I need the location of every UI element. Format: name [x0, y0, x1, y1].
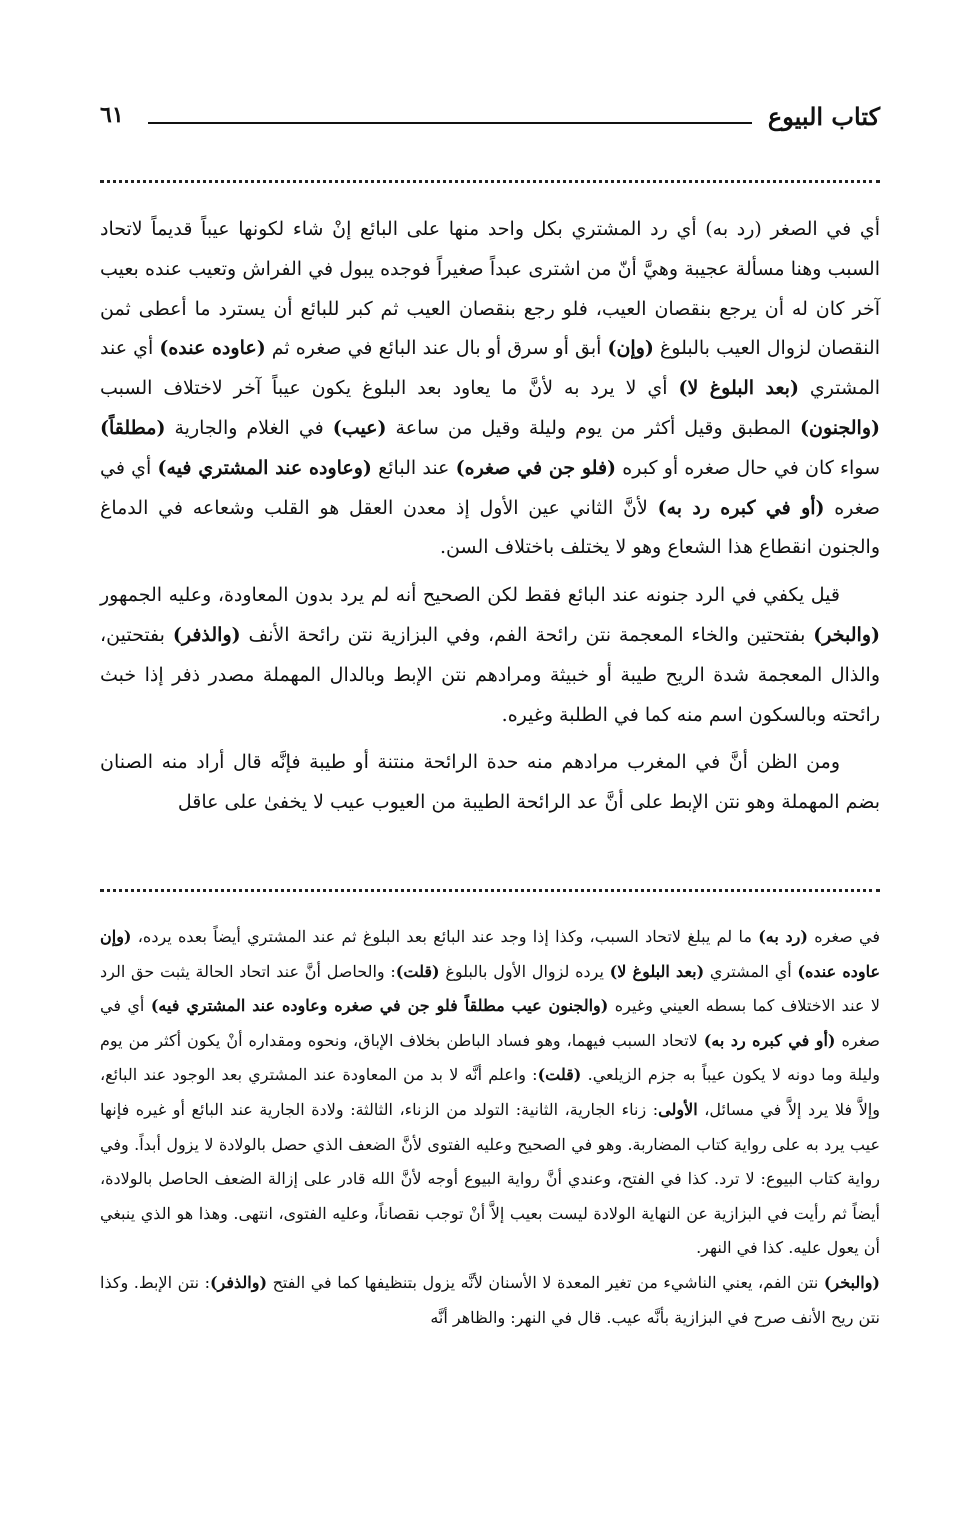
footnote-paragraph-2 — [100, 1266, 880, 1335]
page-number: ٦١ — [100, 102, 124, 128]
text-run: ومن الظن أنَّ في المغرب مرادهم منه حدة الرائحة منتنة أو طيبة فإنَّه قال أراد منه الصنان بضم المهملة وهو نتن الإبط على أنَّ عد الرائحة الطيبة من العيوب عيب لا يخفىٰ على عاقل — [100, 751, 880, 814]
bold-term: (مطلقاً) — [100, 416, 166, 439]
text-run: لاتحاد السبب فيهما، وهو فساد الباطن بخلاف الإباق، ونحوه ومقداره أنْ يكون أكثر من يوم وليلة وما دونه لا يكون عيباً به جزم الزيلعي. — [100, 1030, 880, 1085]
text-run: أي في الصغر (رد به) أي رد المشتري بكل واحد منها على البائع إنْ شاء لكونها عيباً قديماً لاتحاد السبب وهنا مسألة عجيبة وهيَّ أنّ من اشترى عبداً صغيراً فوجده يبول في الفراش وتعيب عنده بعيب آخر كان له أن يرجع بنقصان العيب، فلو رجع بنقصان العيب ثم كبر للبائع أن يسترد ما أعطى ثمن النقصان لزوال العيب بالبلوغ — [100, 218, 880, 360]
bold-term: الأولى — [658, 1099, 698, 1119]
bold-term: (عاوده عنده) — [159, 337, 266, 360]
text-run: : والحاصل أنَّ عند اتحاد الحالة يثبت حق الرد لا عند الاختلاف كما بسطه العيني وغيره — [100, 961, 881, 1016]
text-run: نتن الفم، يعني الناشيء من تغير المعدة لا الأسنان لأنَّه يزول بتنظيفها كما في الفتح — [267, 1272, 824, 1292]
bold-term: (قلت) — [395, 961, 440, 981]
text-run: أي عند المشتري — [100, 337, 880, 400]
bold-term: (بعد البلوغ لا) — [678, 377, 799, 400]
main-paragraph-2 — [100, 576, 880, 735]
bold-term: (أو في كبره رد به) — [703, 1030, 836, 1050]
bold-term: (وإن) — [607, 337, 654, 360]
text-run: بفتحتين والخاء المعجمة نتن رائحة الفم، وفي البزازية نتن رائحة الأنف — [240, 623, 814, 646]
text-run: عند البائع — [371, 456, 456, 479]
text-run: أبق أو سرق أو بال عند البائع في صغره ثم — [265, 337, 608, 360]
text-run: في الغلام والجارية — [165, 416, 333, 439]
bold-term: (والبخر) — [823, 1272, 880, 1292]
bold-term: (وعاوده عند المشتري فيه) — [157, 456, 372, 479]
text-run: المطبق وقيل أكثر من يوم وليلة وقيل من ساعة — [386, 416, 800, 439]
bold-term: (والذفر) — [172, 623, 241, 646]
footnote-paragraph-1 — [100, 920, 880, 1266]
text-run: أي في صغره — [100, 996, 881, 1050]
header-rule — [148, 122, 752, 124]
main-paragraph-1 — [100, 210, 880, 568]
text-run: في صغره — [807, 927, 881, 946]
text-run: : زناء الجارية، الثانية: التولد من الزناء، الثالثة: ولادة الجارية عند البائع أو غيره فإنها عيب يرد به على رواية كتاب المضاربة. وهو في الصحيح وعليه الفتوى لأنَّ الضعف الذي حصل بالولادة لا يزول أبداً. وفي رواية كتاب البيوع: لا ترد. كذا في الفتح، وعندي أنَّ رواية البيوع أوجه لأنَّ الله قادر على إزالة الضعف الحاصل بالولادة، أيضاً ثم رأيت في البزازية عن النهاية الولادة ليست بعيب إلاَّ أنْ توجب نقصاناً، وعليه الفتوى، انتهى. وهذا هو الذي ينبغي أن يعول عليه. كذا في النهر. — [100, 1099, 881, 1258]
text-run: يرده لزوال الأول بالبلوغ — [439, 961, 610, 981]
dotted-separator-top — [100, 180, 880, 195]
main-paragraph-3 — [100, 743, 880, 823]
text-run: : نتن الإبط. وكذا نتن ريح الأنف صرح في البزازية بأنَّه عيب. قال في النهر: والظاهر أنَّه — [100, 1272, 880, 1327]
text-run: بفتحتين، والذال المعجمة شدة الريح طيبة أو خبيثة ومرادهم نتن الإبط وبالدال المهملة مصدر ذفر إذا خبث رائحته وبالسكون اسم منه كما في الطلبة وغيره. — [100, 623, 880, 726]
footnotes — [100, 920, 880, 1335]
text-run: : واعلم أنَّه لا بد من المعاودة عند المشتري بعد الوجود عند البائع، وإلاَّ فلا يرد إلاَّ في مسائل، — [100, 1065, 881, 1119]
text-run: أي لا يرد به لأنَّ ما يعاود بعد البلوغ يكون عيباً آخر لاختلاف السبب — [100, 377, 679, 400]
chapter-title: كتاب البيوع — [767, 102, 880, 131]
bold-term: (قلت) — [537, 1065, 582, 1085]
text-run: ما لم يبلغ لاتحاد السبب، وكذا إذا وجد عند البائع بعد البلوغ ثم عند المشتري أيضاً بعده يرده، — [131, 927, 759, 946]
text-run: سواء كان في حال صغره أو كبره — [616, 456, 880, 479]
bold-term: (وإن عاوده عنده) — [100, 927, 881, 981]
text-run: لأنَّ الثاني عين الأول إذ معدن العقل هو القلب وشعاعه في الدماغ والجنون انقطاع هذا الشعاع وهو لا يختلف باختلاف السن. — [100, 496, 880, 559]
dotted-separator-footnotes — [100, 889, 880, 904]
text-run: أي في صغره — [100, 456, 881, 519]
bold-term: (فلو جن في صغره) — [455, 456, 617, 479]
text-run: أي المشتري — [704, 961, 798, 981]
bold-term: (والجنون عيب مطلقاً فلو جن في صغره وعاوده عند المشتري فيه) — [150, 996, 609, 1016]
text-run: قيل يكفي في الرد جنونه عند البائع فقط لكن الصحيح أنه لم يرد بدون المعاودة، وعليه الجمهور — [100, 584, 840, 607]
bold-term: (والبخر) — [813, 623, 880, 646]
bold-term: (والذفر) — [209, 1272, 268, 1292]
bold-term: (والجنون) — [800, 416, 880, 439]
bold-term: (رد به) — [758, 927, 808, 946]
bold-term: (أو في كبره رد به) — [657, 496, 825, 519]
bold-term: (عيب) — [332, 416, 387, 439]
bold-term: (بعد البلوغ لا) — [609, 961, 705, 981]
running-header — [100, 100, 880, 140]
main-text — [100, 210, 880, 831]
